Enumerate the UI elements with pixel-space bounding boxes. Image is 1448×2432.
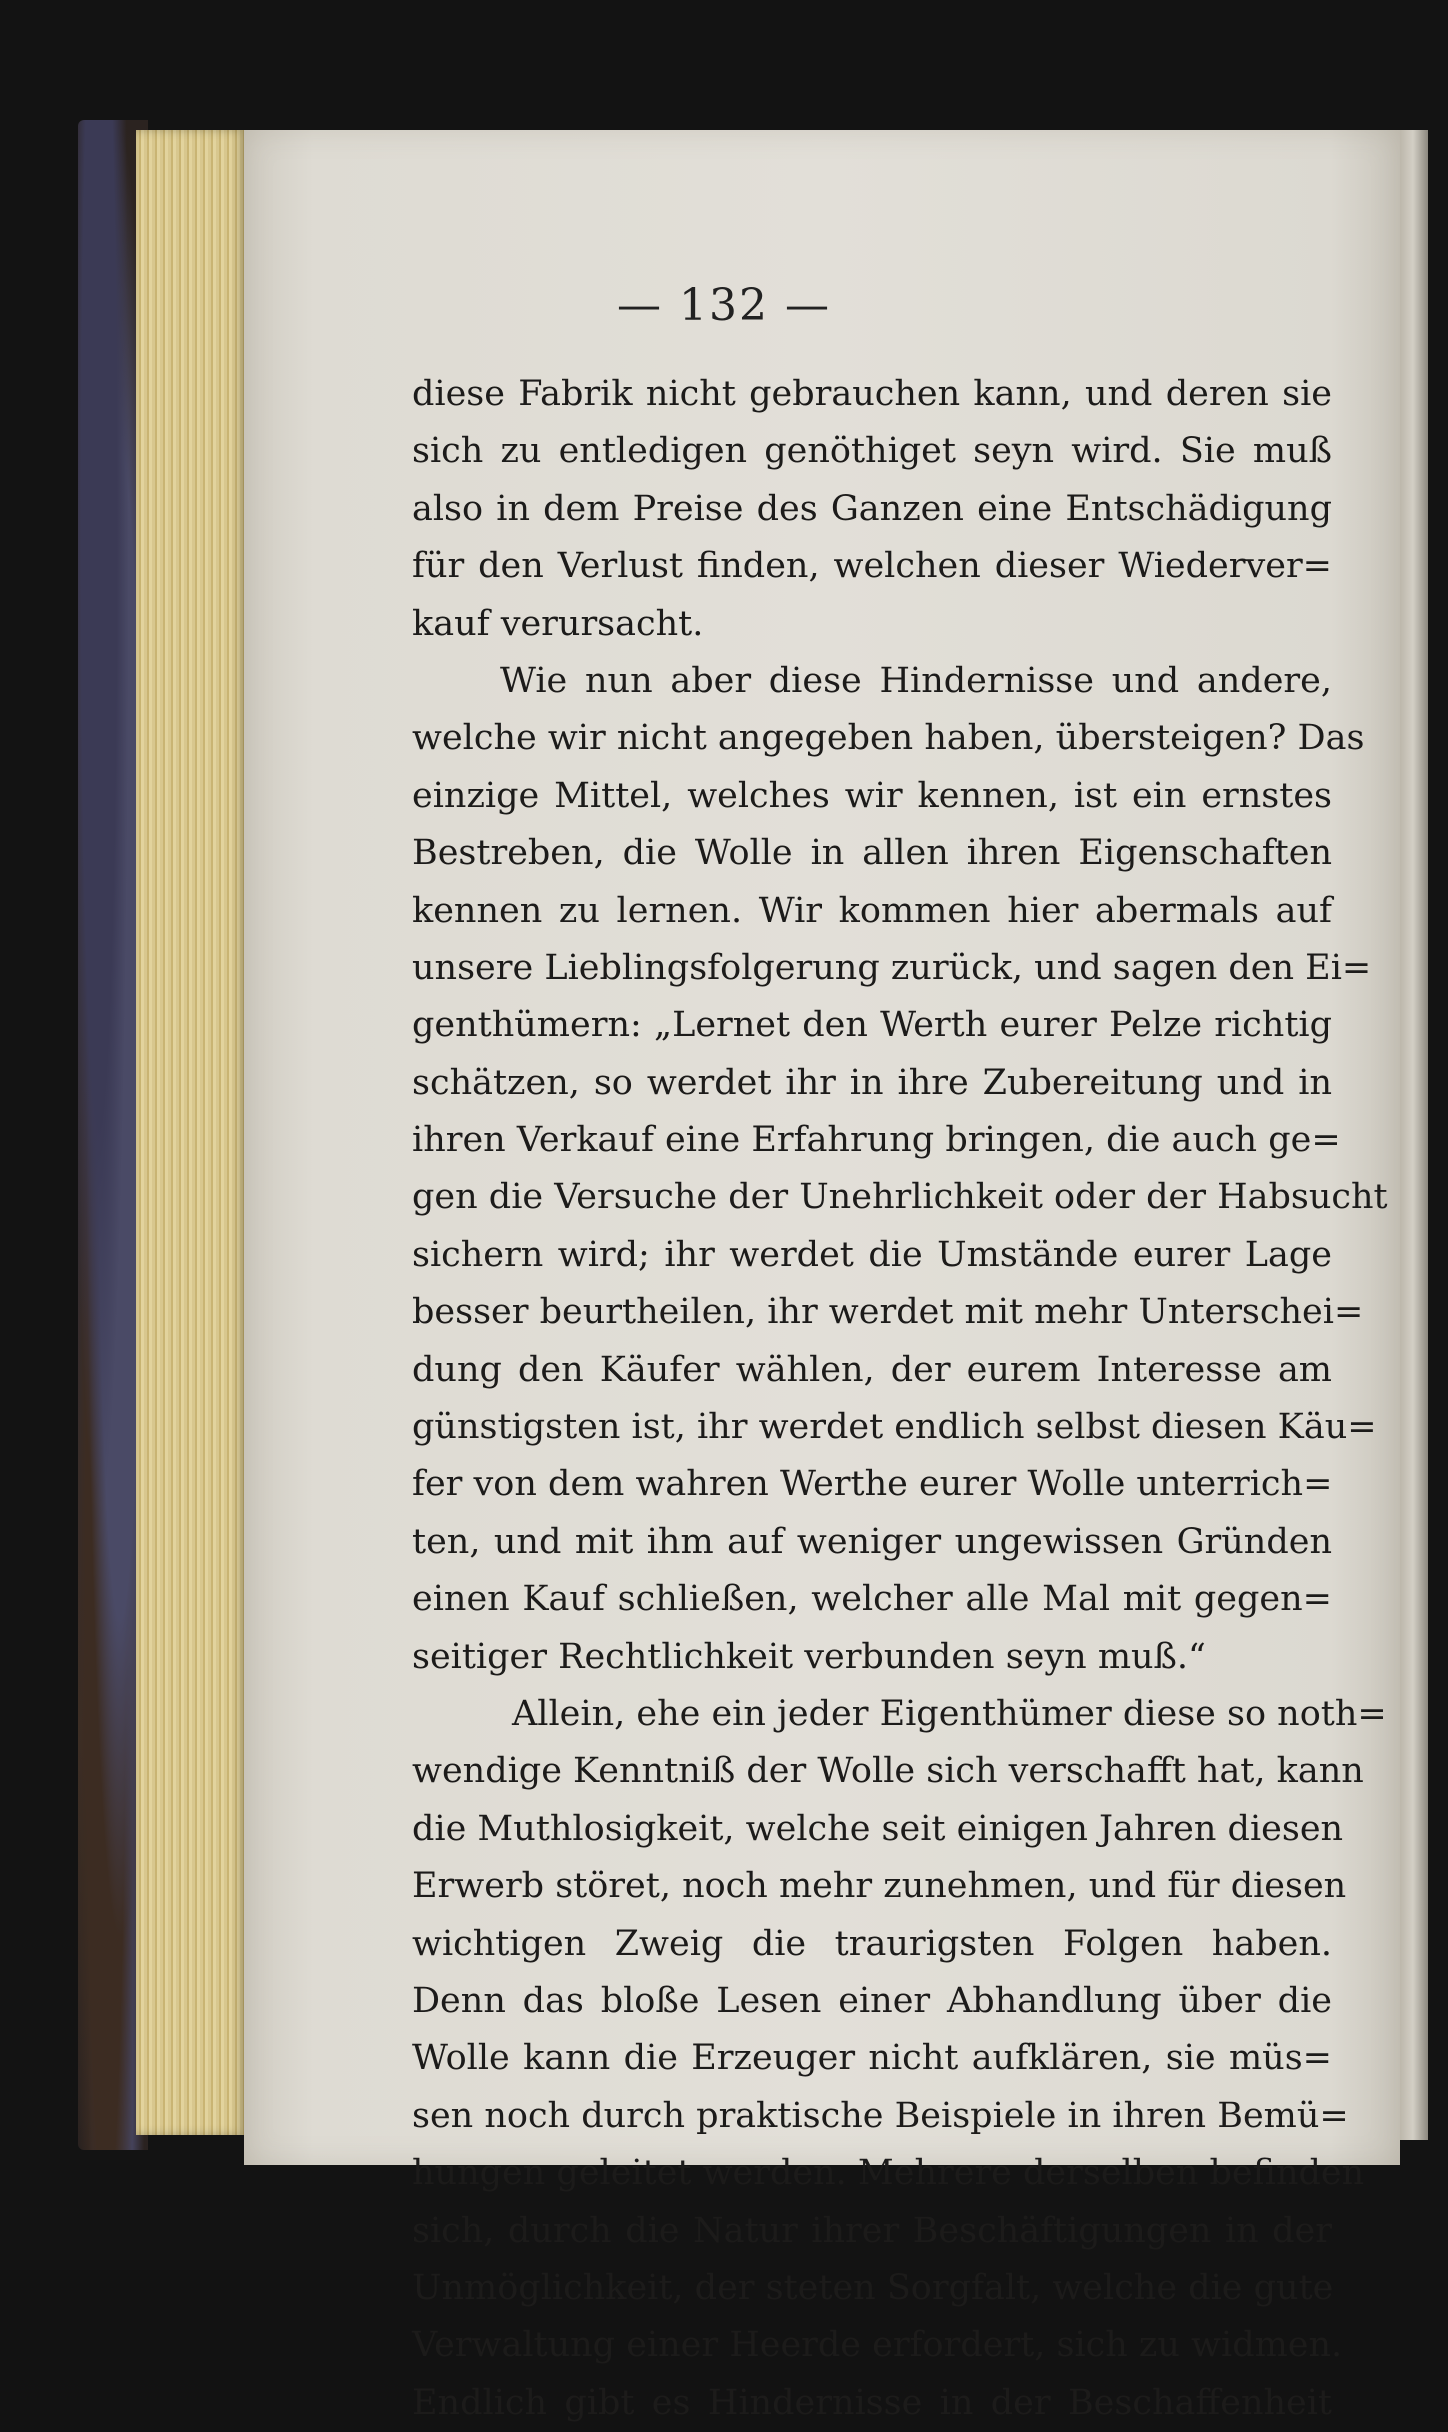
next-page-edge xyxy=(1398,130,1428,2140)
text-line: Wolle kann die Erzeuger nicht aufklären, sie müs= xyxy=(412,2038,1332,2079)
text-line: einzige Mittel, welches wir kennen, ist ein ernstes xyxy=(412,775,1332,816)
text-line: also in dem Preise des Ganzen eine Entschädigung xyxy=(412,488,1332,529)
text-line: Bestreben, die Wolle in allen ihren Eigenschaften xyxy=(412,833,1332,874)
text-line: wendige Kenntniß der Wolle sich verschafft hat, kann xyxy=(412,1751,1364,1792)
text-line: schätzen, so werdet ihr in ihre Zubereitung und in xyxy=(412,1062,1332,1103)
text-line: für den Verlust finden, welchen dieser Wiederver= xyxy=(412,546,1332,587)
text-line: hungen geleitet werden. Mehrere derselben befinden xyxy=(412,2153,1365,2194)
text-line: Unmöglichkeit, der steten Sorgfalt, welche die gute xyxy=(412,2267,1334,2308)
text-line: seitiger Rechtlichkeit verbunden seyn muß.“ xyxy=(412,1636,1206,1677)
text-line: sich zu entledigen genöthiget seyn wird. Sie muß xyxy=(412,431,1332,472)
text-line: kauf verursacht. xyxy=(412,603,704,644)
text-line: Erwerb störet, noch mehr zunehmen, und für diesen xyxy=(412,1866,1347,1907)
text-line: unsere Lieblingsfolgerung zurück, und sagen den Ei= xyxy=(412,947,1372,988)
text-line: sich, durch die Natur ihrer Beschäftigungen in der xyxy=(412,2210,1332,2251)
text-line: die Muthlosigkeit, welche seit einigen Jahren diesen xyxy=(412,1808,1344,1849)
text-line: Allein, ehe ein jeder Eigenthümer diese so noth= xyxy=(512,1693,1387,1734)
text-line: günstigsten ist, ihr werdet endlich selbst diesen Käu= xyxy=(412,1407,1377,1448)
body-text xyxy=(412,366,1388,2432)
text-line: Endlich gibt es Hindernisse in der Beschaffenheit xyxy=(412,2382,1332,2423)
text-line: Wie nun aber diese Hindernisse und andere, xyxy=(500,660,1332,701)
text-line: einen Kauf schließen, welcher alle Mal mit gegen= xyxy=(412,1579,1332,1620)
text-line: besser beurtheilen, ihr werdet mit mehr Unterschei= xyxy=(412,1292,1364,1333)
text-line: gen die Versuche der Unehrlichkeit oder der Habsucht xyxy=(412,1177,1388,1218)
page-edges xyxy=(136,130,246,2135)
text-line: sichern wird; ihr werdet die Umstände eurer Lage xyxy=(412,1234,1332,1275)
text-line: genthümern: „Lernet den Werth eurer Pelze richtig xyxy=(412,1005,1332,1046)
page-number: — 132 — xyxy=(617,280,831,331)
text-line: welche wir nicht angegeben haben, übersteigen? Das xyxy=(412,718,1365,759)
text-line: fer von dem wahren Werthe eurer Wolle unterrich= xyxy=(412,1464,1333,1505)
text-line: ihren Verkauf eine Erfahrung bringen, die auch ge= xyxy=(412,1120,1341,1161)
text-line: diese Fabrik nicht gebrauchen kann, und deren sie xyxy=(412,374,1332,414)
text-line: Denn das bloße Lesen einer Abhandlung über die xyxy=(412,1980,1332,2021)
text-line: Verwaltung einer Heerde erfordert, sich zu widmen. xyxy=(412,2325,1343,2366)
text-line: ten, und mit ihm auf weniger ungewissen Gründen xyxy=(412,1521,1332,1562)
text-line: kennen zu lernen. Wir kommen hier abermals auf xyxy=(412,890,1332,931)
text-line: sen noch durch praktische Beispiele in ihren Bemü= xyxy=(412,2095,1349,2136)
text-line: dung den Käufer wählen, der eurem Interesse am xyxy=(412,1349,1332,1390)
text-line: wichtigen Zweig die traurigsten Folgen haben. xyxy=(412,1923,1332,1964)
